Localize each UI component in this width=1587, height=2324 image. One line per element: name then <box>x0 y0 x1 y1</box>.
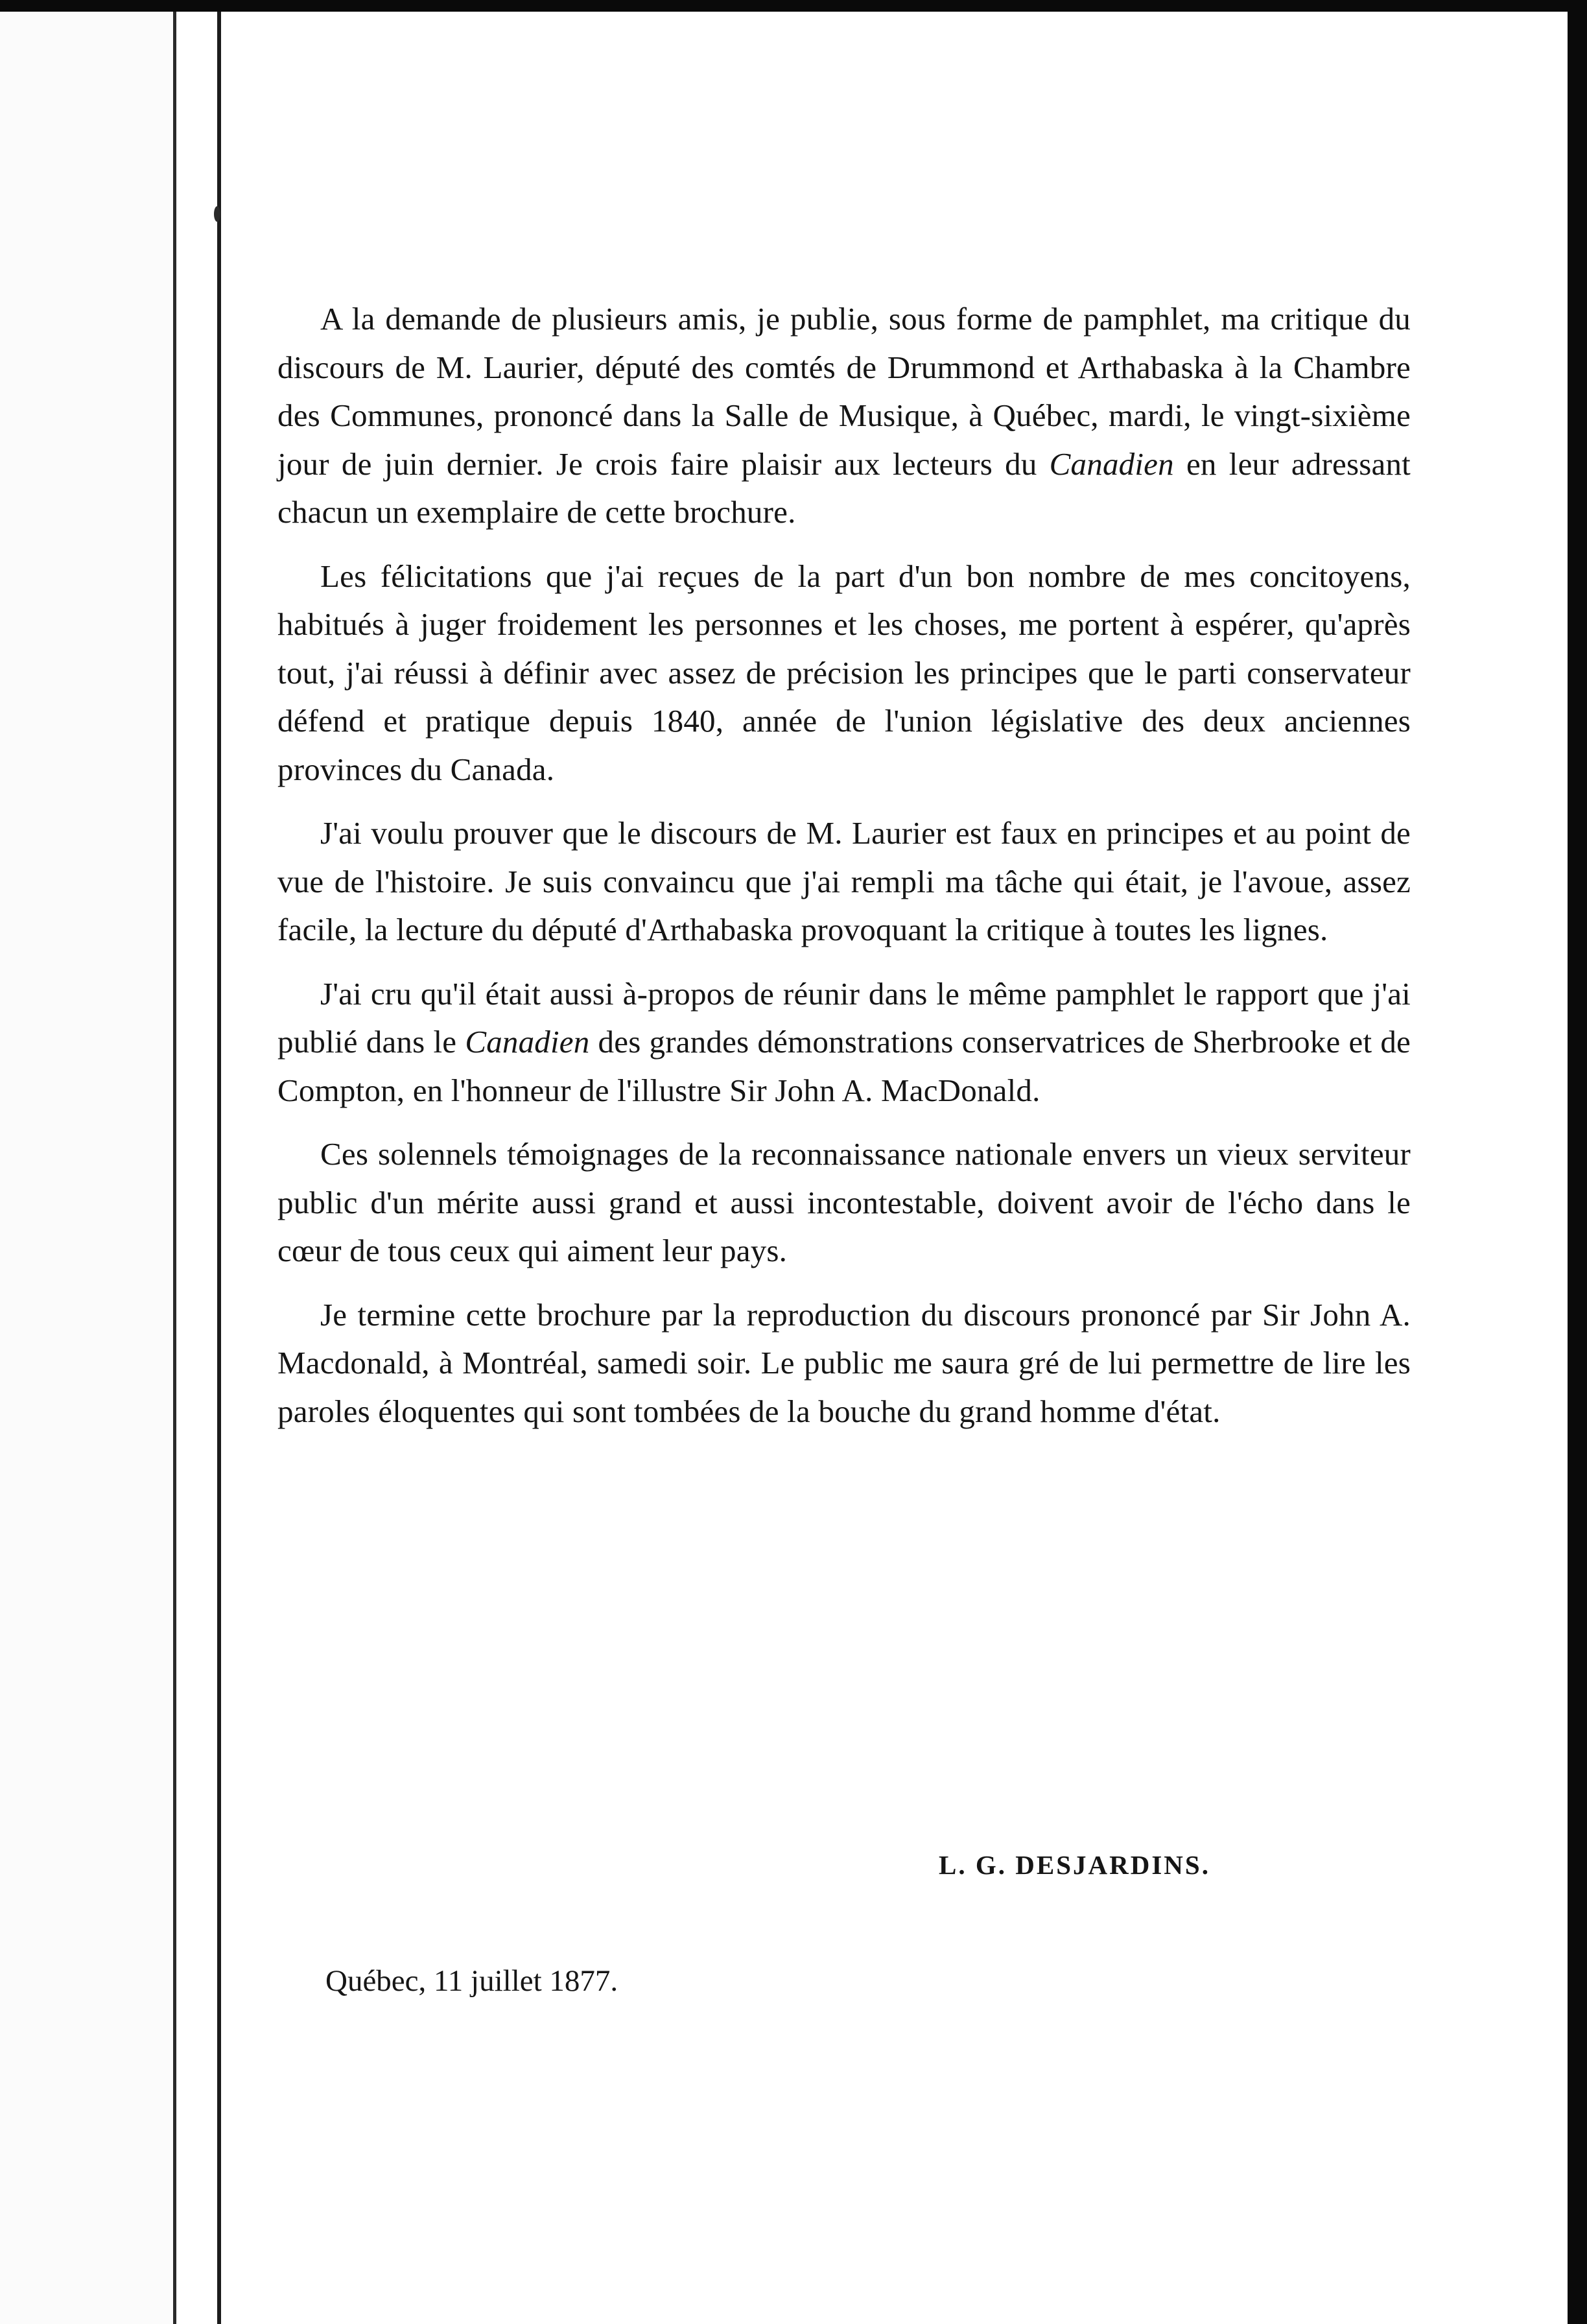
paragraph-1-text-a: A la demande de plusieurs amis, je publie, sous forme de pamphlet, ma critique du discours de M. Laurier, député des comtés de Drummond et Arthabaska à la Chambre des Communes, prononcé dans la Salle de Musique, à Québec, mardi, le vingt-sixième jour de juin dernier. Je crois faire plaisir aux lecteurs du <box>277 301 1411 482</box>
document-body <box>277 295 1411 1451</box>
paragraph-3 <box>277 809 1411 954</box>
paragraph-6 <box>277 1291 1411 1436</box>
dateline: Québec, 11 juillet 1877. <box>325 1964 618 1998</box>
paragraph-4 <box>277 970 1411 1115</box>
ink-spot <box>214 206 220 222</box>
paragraph-3-text: J'ai voulu prouver que le discours de M. Laurier est faux en principes et au point de vue de l'histoire. Je suis convaincu que j'ai rempli ma tâche qui était, je l'avoue, assez facile, la lecture du député d'Arthabaska provoquant la critique à toutes les lignes. <box>277 815 1411 947</box>
paragraph-6-text: Je termine cette brochure par la reproduction du discours prononcé par Sir John A. Macdonald, à Montréal, samedi soir. Le public me saura gré de lui permettre de lire les paroles éloquentes qui sont tombées de la bouche du grand homme d'état. <box>277 1296 1411 1429</box>
scan-border-right <box>1568 0 1587 2324</box>
page-edge-line <box>217 12 221 2324</box>
paragraph-2 <box>277 552 1411 794</box>
paragraph-5 <box>277 1130 1411 1275</box>
paragraph-1-text-b: en leur adressant chacun un exemplaire de cette brochure. <box>277 445 1411 530</box>
paragraph-2-text: Les félicitations que j'ai reçues de la part d'un bon nombre de mes concitoyens, habitués à juger froidement les personnes et les choses, me portent à espérer, qu'après tout, j'ai réussi à définir avec assez de précision les principes que le parti conservateur défend et pratique depuis 1840, année de l'union législative des deux anciennes provinces du Canada. <box>277 558 1411 787</box>
paragraph-5-text: Ces solennels témoignages de la reconnaissance nationale envers un vieux serviteur public d'un mérite aussi grand et aussi incontestable, doivent avoir de l'écho dans le cœur de tous ceux qui aiment leur pays. <box>277 1136 1411 1268</box>
author-signature: L. G. DESJARDINS. <box>939 1850 1210 1880</box>
scan-gutter <box>0 12 176 2324</box>
scan-border-top <box>0 0 1587 12</box>
paragraph-1-italic: Canadien <box>1049 445 1174 482</box>
paragraph-4-italic: Canadien <box>465 1024 590 1060</box>
paragraph-1 <box>277 295 1411 537</box>
paragraph-4-text-a: J'ai cru qu'il était aussi à-propos de réunir dans le même pamphlet le rapport que j'ai publié dans le <box>277 975 1411 1060</box>
paragraph-4-text-b: des grandes démonstrations conservatrices de Sherbrooke et de Compton, en l'honneur de l'illustre Sir John A. MacDonald. <box>277 1024 1411 1108</box>
